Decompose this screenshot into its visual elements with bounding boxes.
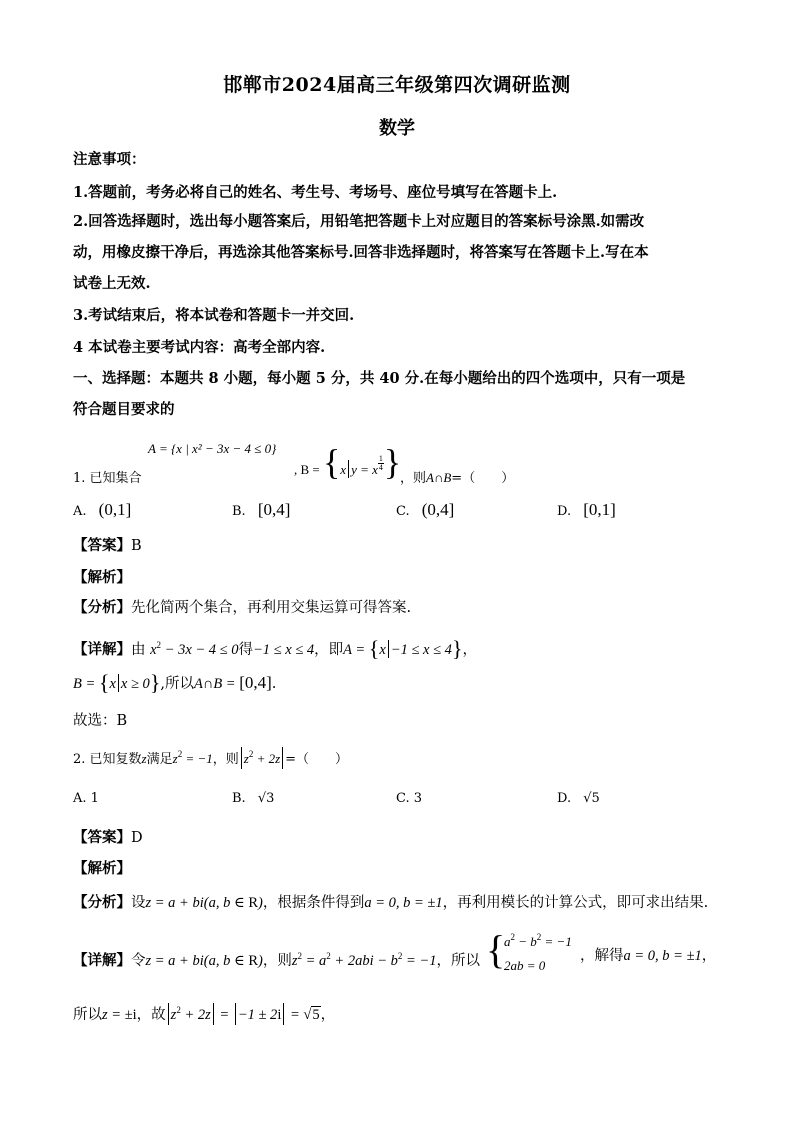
- text: ，则: [212, 752, 239, 767]
- text: ，则: [262, 953, 292, 969]
- text: ，所以: [436, 953, 480, 969]
- option-value: 3: [413, 791, 423, 806]
- option-value: √3: [257, 791, 275, 806]
- option-value: (0,1]: [98, 500, 132, 519]
- q2-last-line: 所以z = ±i，故 $z^2 + 2z = -1 \pm 2i = √5$，: [73, 1005, 336, 1023]
- option-letter: A.: [73, 791, 87, 806]
- q1-option-c: [396, 500, 454, 520]
- q2-stem: 2. 已知复数z满足$z^2 = -1$，则 $z^2 + 2z$ =（ ）: [73, 749, 349, 767]
- q2-fenxi: 【分析】设z = a + bi(a, b ∈ R)，根据条件得到a = 0, b = ±1，再利用模长的计算公式，即可求出结果.: [73, 894, 709, 911]
- q2-option-c: [396, 791, 422, 806]
- q1-set-b-prefix: , B =: [294, 462, 320, 477]
- answer-value: B: [131, 538, 142, 554]
- text: 所以: [73, 1007, 102, 1023]
- q1-option-d: [557, 500, 616, 520]
- option-letter: B.: [232, 504, 246, 519]
- subject-title: 数学: [379, 118, 415, 139]
- xiangjie-label: 【详解】: [73, 641, 131, 658]
- answer-label: 【答案】: [73, 537, 131, 554]
- option-value: [0,1]: [583, 500, 616, 519]
- q1-then-text: ，则: [400, 471, 427, 486]
- q2-blank: =（ ）: [285, 752, 349, 767]
- q1-fenxi: [73, 598, 411, 618]
- option-letter: B.: [232, 791, 246, 806]
- q1-option-a: [73, 500, 131, 520]
- q1-detail-line-1: 【详解】由 $x^2 - 3x - 4 \le 0$得−1 ≤ x ≤ 4，即A = {x −1 ≤ x ≤ 4}，: [73, 636, 477, 661]
- q1-blank: =（ ）: [451, 471, 515, 486]
- q2-option-b: [232, 791, 274, 806]
- text: ，根据条件得到: [262, 895, 365, 911]
- q2-analysis-label: 【解析】: [73, 860, 131, 877]
- option-letter: C.: [396, 504, 410, 519]
- q1-set-b: , B = {x y = x $\frac{1}{4}$ }: [294, 442, 402, 482]
- option-value: 1: [90, 791, 99, 806]
- option-value: (0,4]: [421, 500, 455, 519]
- text: 令: [131, 953, 146, 969]
- notice-item-2-line-1: 2.回答选择题时，选出每小题答案后，用铅笔把答题卡上对应题目的答案标号涂黑.如需改: [73, 213, 645, 230]
- option-value: √5: [583, 791, 600, 806]
- text: ，即: [314, 642, 344, 658]
- q1-then: [400, 467, 514, 486]
- option-letter: D.: [557, 504, 572, 519]
- notice-item-3: 3.考试结束后，将本试卷和答题卡一并交回.: [73, 307, 355, 324]
- text: 得: [238, 642, 254, 658]
- notice-heading: 注意事项：: [73, 151, 146, 168]
- text: ,所以: [160, 676, 194, 692]
- q1-conclusion: 故选：B: [73, 713, 128, 729]
- notice-item-2-line-3: 试卷上无效.: [73, 275, 151, 292]
- q2-option-a: [73, 791, 99, 806]
- q1-analysis-label: 【解析】: [73, 569, 131, 586]
- text: ，再利用模长的计算公式，即可求出结果.: [442, 895, 709, 911]
- q2-answer: [73, 828, 143, 848]
- page-title: 邯郸市2024届高三年级第四次调研监测: [223, 74, 571, 96]
- notice-item-4: 4 本试卷主要考试内容：高考全部内容.: [73, 339, 326, 356]
- q1-intersection: A∩B: [426, 470, 452, 485]
- section-heading-line-1: 一、选择题：本题共 8 小题，每小题 5 分，共 40 分.在每小题给出的四个选项中，只有一项是: [73, 370, 686, 387]
- text: ，解得: [580, 948, 624, 964]
- option-letter: D.: [557, 791, 572, 806]
- text: 由: [131, 642, 146, 658]
- q2-detail: 【详解】令z = a + bi(a, b ∈ R)，则$z^2 = a^2 + 2abi - b^2 = -1$，所以: [73, 951, 480, 969]
- answer-value: D: [131, 830, 143, 846]
- q2-detail-solved: ，解得a = 0, b = ±1，: [580, 948, 717, 964]
- xiangjie-label: 【详解】: [73, 952, 131, 969]
- q1-number: 1. 已知集合: [73, 471, 142, 486]
- answer-label: 【答案】: [73, 829, 131, 846]
- notice-item-1: 1.答题前，考务必将自己的姓名、考生号、考场号、座位号填写在答题卡上.: [73, 184, 558, 201]
- text: 设: [131, 895, 146, 911]
- option-value: [0,4]: [257, 500, 291, 519]
- section-heading-line-2: 符合题目要求的: [73, 401, 175, 418]
- option-letter: A.: [73, 504, 87, 519]
- q1-answer: [73, 536, 142, 556]
- q2-option-d: [557, 791, 600, 806]
- fenxi-label: 【分析】: [73, 894, 131, 911]
- option-letter: C.: [396, 791, 410, 806]
- q1-option-b: [232, 500, 290, 520]
- notice-item-2-line-2: 动，用橡皮擦干净后，再选涂其他答案标号.回答非选择题时，将答案写在答题卡上.写在本: [73, 244, 649, 261]
- text: 满足: [146, 752, 173, 767]
- q1-detail-line-2: B = {x x ≥ 0},所以A∩B = [0,4].: [73, 670, 277, 695]
- q2-number: 2. 已知复数: [73, 752, 142, 767]
- fenxi-text: 先化简两个集合，再利用交集运算可得答案.: [131, 600, 412, 616]
- fenxi-label: 【分析】: [73, 599, 131, 616]
- q1-set-a: A = {x | x² − 3x − 4 ≤ 0}: [148, 441, 277, 456]
- text: ，故: [136, 1007, 166, 1023]
- document-page: 邯郸市2024届高三年级第四次调研监测 数学 注意事项： 1.答题前，考务必将自己的姓名、考生号、考场号、座位号填写在答题卡上. 2.回答选择题时，选出每小题答案后，用铅笔把答题卡上对应题目的答案标号涂黑.如需改 动，用橡皮擦干净后，再选涂其他答案标号.回答非选择题时，将答案写在答题卡上.写在本 试卷上无效. 3.考试结束后，将本试卷和答题卡一并交回. 4 本试卷主要考试内容：高考全部内容. 一、选择题：本题共 8 小题，每小题 5 分，共 40 分.在每小题给出的四个选项中，只有一项是 符合题目要求的 1. 已知集合 A = {x | x² − 3x − 4 ≤ 0} , B = {x y = x $\frac{1}{4}$ } ，则A∩B=（ ） A. (0,1] B. [0,4] C. (0,4] D. [0,1] 【答案】B 【解析】 【分析】先化简两个集合，再利用交集运算可得答案. 【详解】由 $x^2 - 3x - 4 \le 0$得−1 ≤ x ≤ 4，即A = {x −1 ≤ x ≤ 4}， B = {x x ≥ 0},所以A∩B = [0,4]. 故选：B 2. 已知复数z满足$z^2 = -1$，则 $z^2 + 2z$ =（ ） A. 1 B. √3 C. 3 D. √5 【答案】D 【解析】 【分析】设z = a + bi(a, b ∈ R)，根据条件得到a = 0, b = ±1，再利用模长的计算公式，即可求出结果. 【详解】令z = a + bi(a, b ∈ R)，则$z^2 = a^2 + 2abi - b^2 = -1$，所以 { $a^2 - b^2 = -1$ 2ab = 0 ，解得a = 0, b = ±1， 所以z = ±i，故 $z^2 + 2z = -1 \pm 2i = √5$，: [0, 0, 794, 1123]
